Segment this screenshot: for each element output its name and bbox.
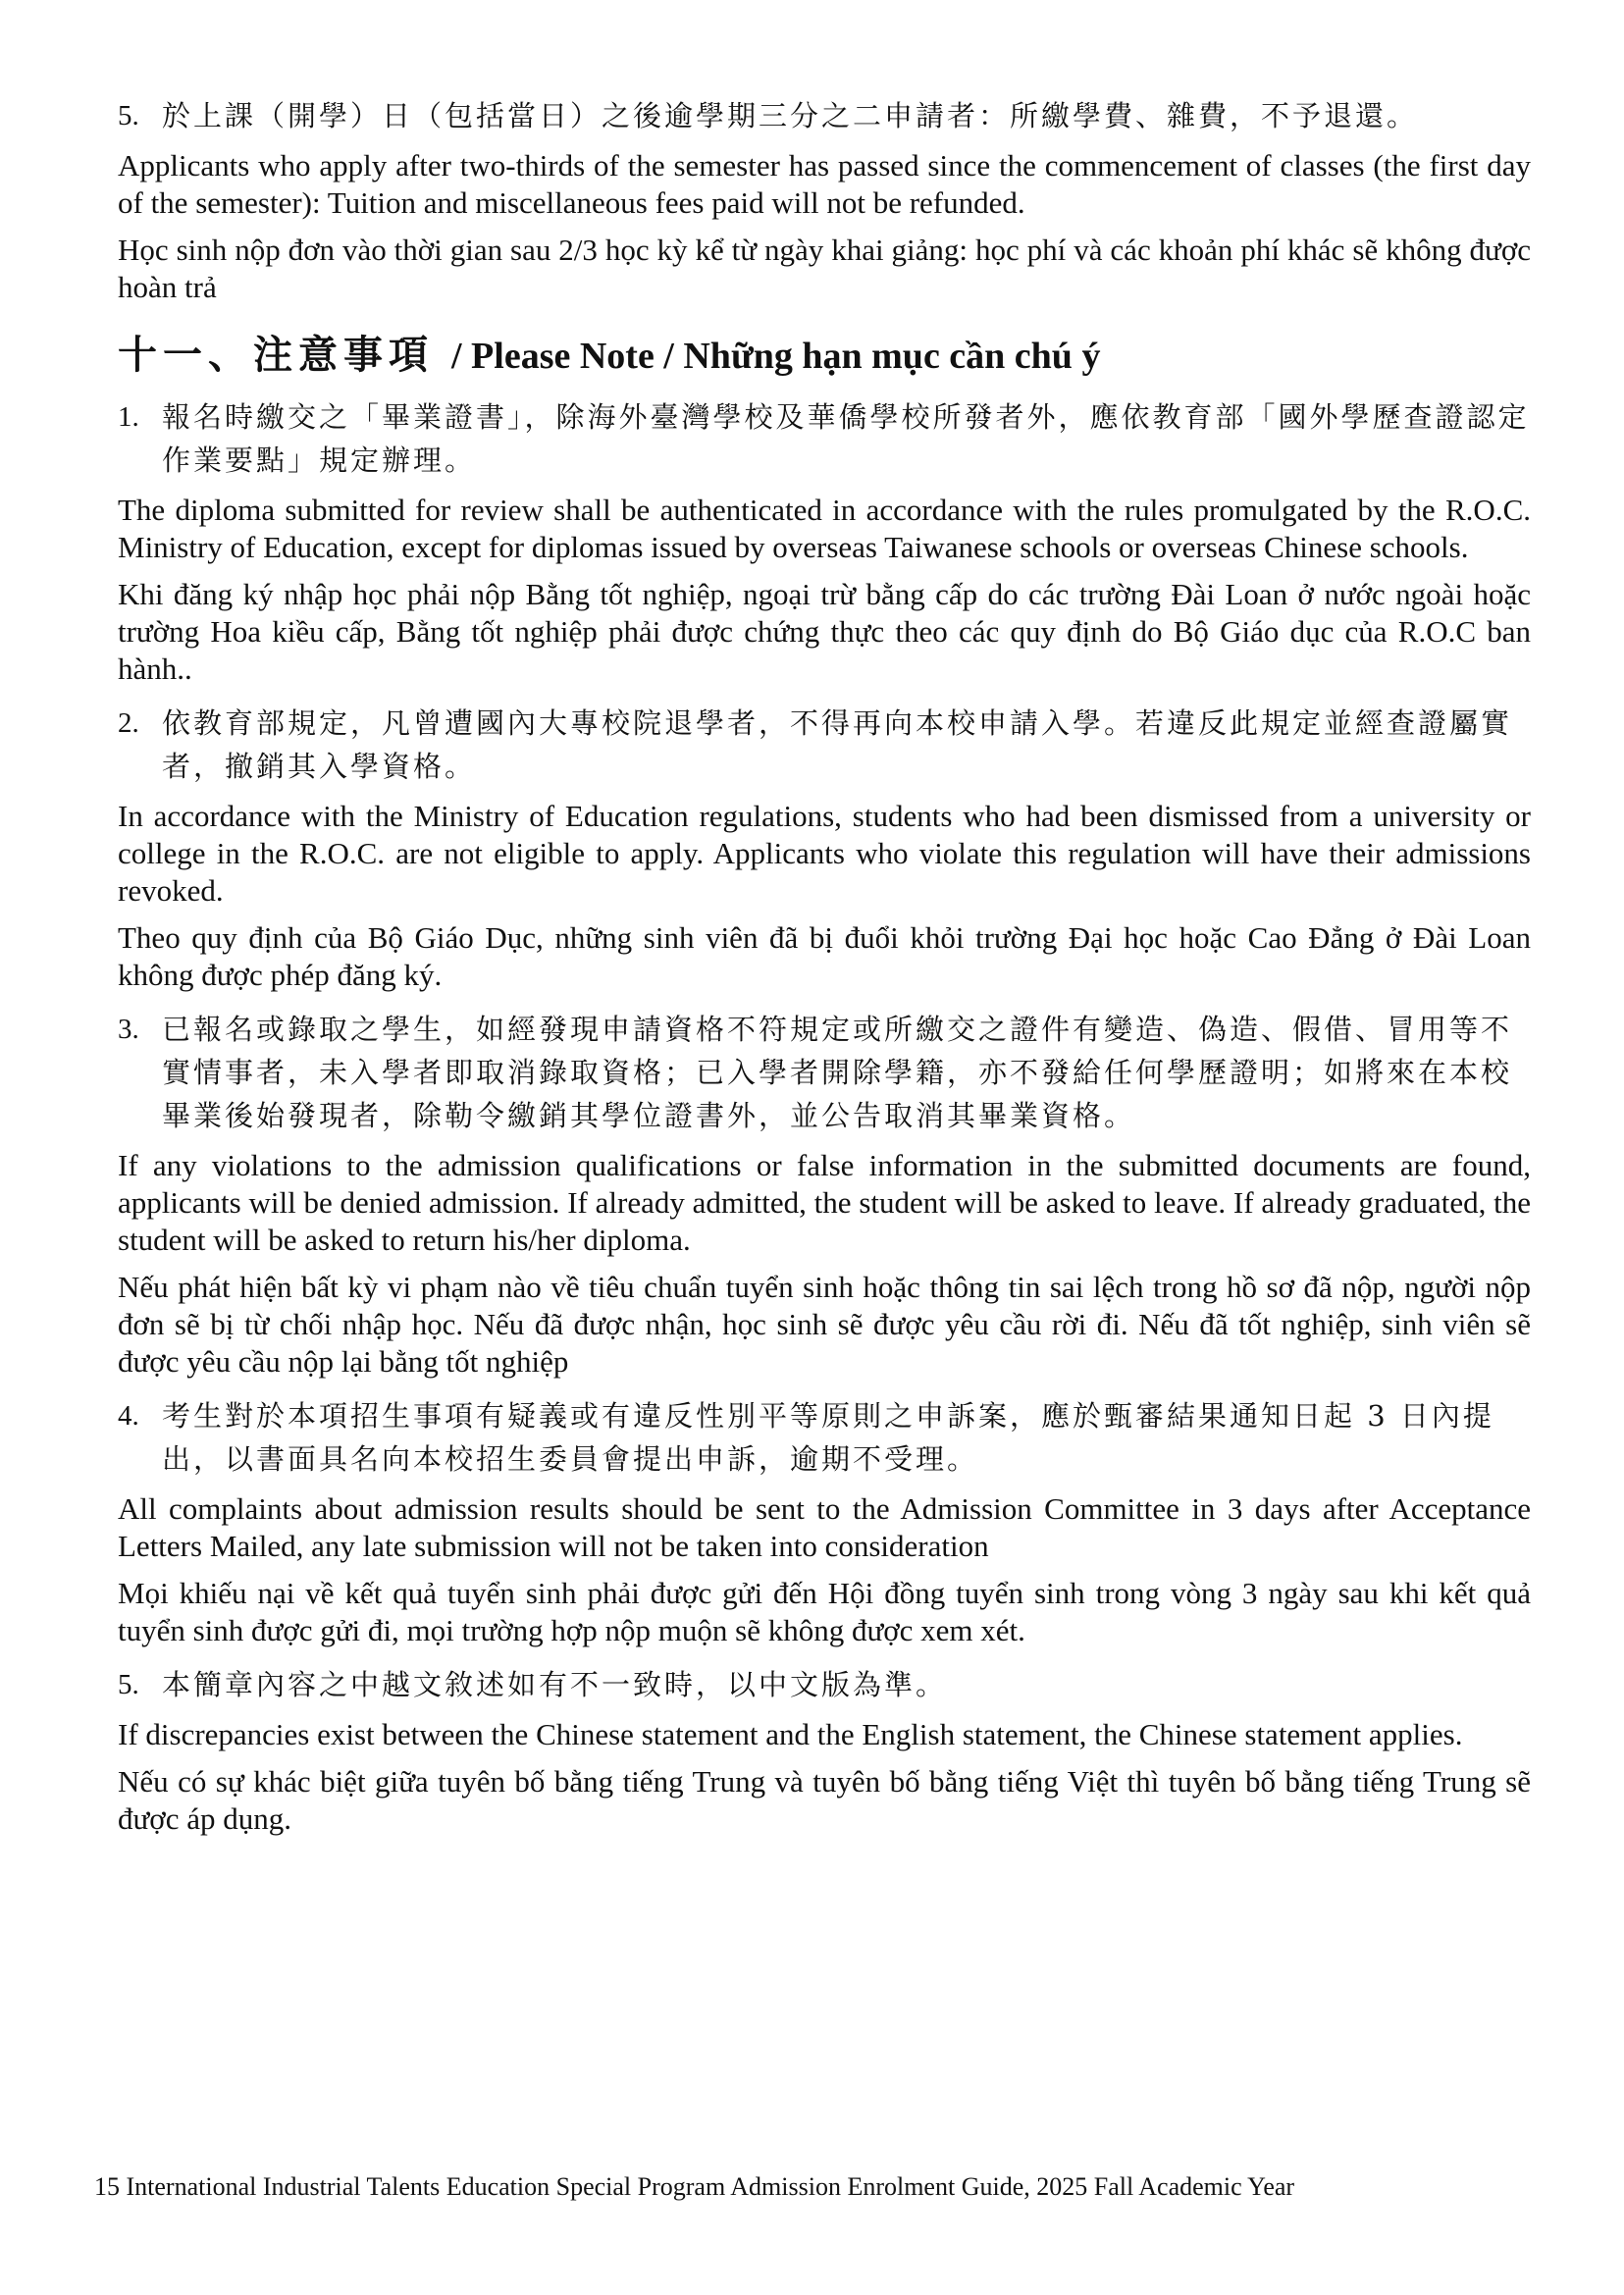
note-item-2 — [118, 702, 1531, 994]
item-number: 2. — [118, 707, 139, 739]
note-item-vi: Theo quy định của Bộ Giáo Dục, những sinh viên đã bị đuổi khỏi trường Đại học hoặc Cao Đẳng ở Đài Loan không được phép đăng ký. — [118, 920, 1531, 992]
note-item-vi: Khi đăng ký nhập học phải nộp Bằng tốt nghiệp, ngoại trừ bằng cấp do các trường Đài Loan ở nước ngoài hoặc trường Hoa kiều cấp, Bằng tốt nghiệp phải được chứng thực theo các quy định do Bộ Giáo dục của R.O.C ban hành.. — [118, 577, 1531, 686]
item-number: 1. — [118, 401, 139, 433]
document-page — [118, 94, 1531, 1838]
item-text-zh: 考生對於本項招生事項有疑義或有違反性別平等原則之申訴案，應於甄審結果通知日起 3 日內提出，以書面具名向本校招生委員會提出申訴，逾期不受理。 — [162, 1399, 1494, 1476]
refund-rule-5-en: Applicants who apply after two-thirds of the semester has passed since the commencement of classes (the first day of the semester): Tuition and miscellaneous fees paid will not be refunded. — [118, 148, 1531, 220]
refund-rule-5-vi: Học sinh nộp đơn vào thời gian sau 2/3 học kỳ kể từ ngày khai giảng: học phí và các khoản phí khác sẽ không được hoàn trả — [118, 233, 1531, 304]
note-item-en: All complaints about admission results should be sent to the Admission Committee in 3 days after Acceptance Letters Mailed, any late submission will not be taken into consideration — [118, 1491, 1531, 1563]
item-number: 5. — [118, 100, 139, 131]
note-item-vi: Mọi khiếu nại về kết quả tuyển sinh phải được gửi đến Hội đồng tuyển sinh trong vòng 3 ngày sau khi kết quả tuyển sinh được gửi đi, mọi trường hợp nộp muộn sẽ không được xem xét. — [118, 1576, 1531, 1647]
refund-rule-5-zh — [118, 94, 1531, 137]
note-item-en: If discrepancies exist between the Chinese statement and the English statement, the Chinese statement applies. — [118, 1717, 1463, 1751]
note-item-3 — [118, 1008, 1531, 1381]
note-item-zh — [118, 1008, 1531, 1137]
item-text-zh: 已報名或錄取之學生，如經發現申請資格不符規定或所繳交之證件有變造、偽造、假借、冒用等不實情事者，未入學者即取消錄取資格；已入學者開除學籍，亦不發給任何學歷證明；如將來在本校畢業後始發現者，除勒令繳銷其學位證書外，並公告取消其畢業資格。 — [162, 1013, 1513, 1132]
page-footer: 15 International Industrial Talents Education Special Program Admission Enrolment Guide, 2025 Fall Academic Year — [94, 2172, 1295, 2201]
note-item-5 — [118, 1663, 1531, 1838]
section-heading — [118, 324, 1531, 380]
item-text-zh: 報名時繳交之「畢業證書」，除海外臺灣學校及華僑學校所發者外，應依教育部「國外學歷查證認定作業要點」規定辦理。 — [162, 400, 1530, 477]
note-item-vi: Nếu có sự khác biệt giữa tuyên bố bằng tiếng Trung và tuyên bố bằng tiếng Việt thì tuyên bố bằng tiếng Trung sẽ được áp dụng. — [118, 1764, 1531, 1836]
item-number: 4. — [118, 1400, 139, 1432]
note-item-zh — [118, 1663, 1531, 1706]
item-number: 5. — [118, 1669, 139, 1700]
item-text-zh: 於上課（開學）日（包括當日）之後逾學期三分之二申請者：所繳學費、雜費，不予退還。 — [162, 99, 1419, 132]
section-heading-zh: 十一、注意事項 — [118, 332, 434, 378]
note-item-zh — [118, 702, 1531, 788]
note-item-en: In accordance with the Ministry of Education regulations, students who had been dismissed from a university or college in the R.O.C. are not eligible to apply. Applicants who violate this regulation will have their admissions revoked. — [118, 799, 1531, 908]
note-item-vi: Nếu phát hiện bất kỳ vi phạm nào về tiêu chuẩn tuyển sinh hoặc thông tin sai lệch trong hồ sơ đã nộp, người nộp đơn sẽ bị từ chối nhập học. Nếu đã được nhận, học sinh sẽ được yêu cầu rời đi. Nếu đã tốt nghiệp, sinh viên sẽ được yêu cầu nộp lại bằng tốt nghiệp — [118, 1270, 1531, 1379]
note-item-4 — [118, 1394, 1531, 1649]
note-item-en: The diploma submitted for review shall be authenticated in accordance with the rules promulgated by the R.O.C. Ministry of Education, except for diplomas issued by overseas Taiwanese schools or overseas Chinese schools. — [118, 493, 1531, 564]
item-text-zh: 依教育部規定，凡曾遭國內大專校院退學者，不得再向本校申請入學。若違反此規定並經查證屬實者，撤銷其入學資格。 — [162, 706, 1513, 783]
item-text-zh: 本簡章內容之中越文敘述如有不一致時，以中文版為準。 — [162, 1668, 948, 1701]
note-item-zh — [118, 1394, 1531, 1481]
item-number: 3. — [118, 1014, 139, 1045]
note-item-zh — [118, 395, 1531, 482]
section-heading-en: / Please Note / Những hạn mục cần chú ý — [451, 336, 1101, 377]
note-item-en: If any violations to the admission qualifications or false information in the submitted documents are found, applicants will be denied admission. If already admitted, the student will be asked to leave. If already graduated, the student will be asked to return his/her diploma. — [118, 1148, 1531, 1257]
note-item-1 — [118, 395, 1531, 688]
